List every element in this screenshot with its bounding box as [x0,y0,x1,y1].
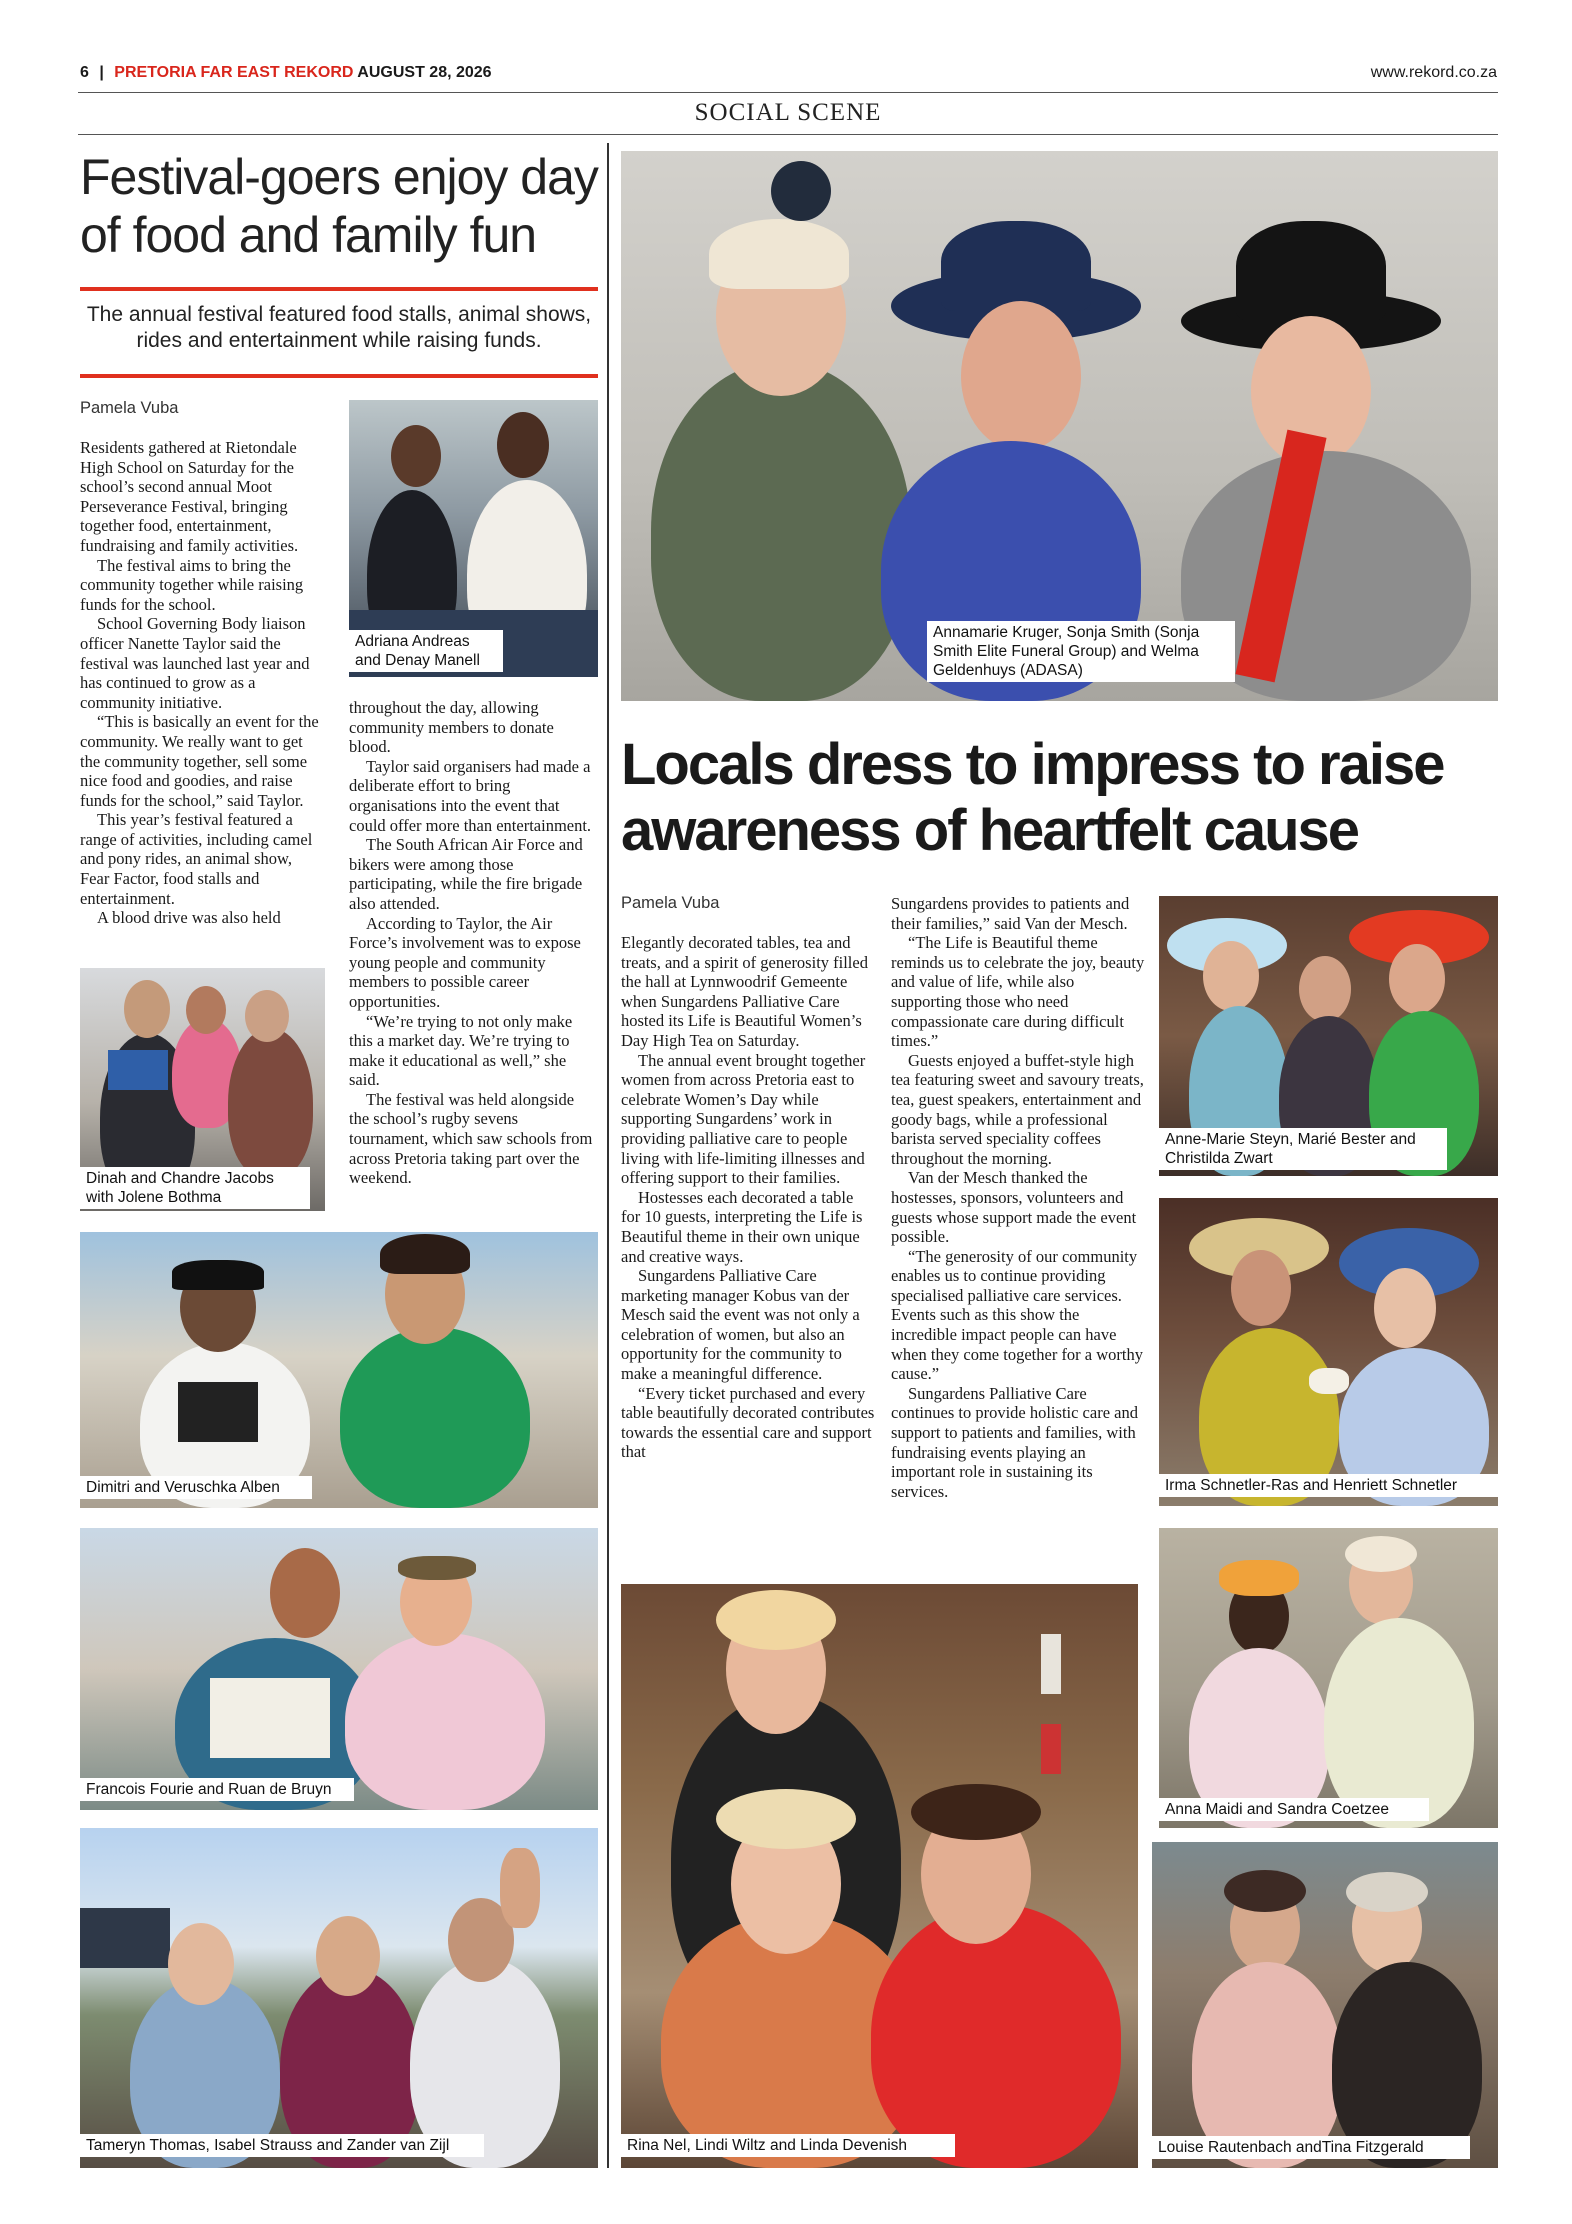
caption-annamarie: Annamarie Kruger, Sonja Smith (Sonja Smith Elite Funeral Group) and Welma Geldenhuys (ADASA) [927,621,1235,682]
photo-dinah-chandre-jolene [80,968,325,1211]
caption-dinah: Dinah and Chandre Jacobs with Jolene Bothma [80,1167,310,1209]
paragraph: Guests enjoyed a buffet-style high tea featuring sweet and savoury treats, tea, guest speakers, entertainment and goody bags, while a professional barista served speciality coffees throughout the morning. [891,1050,1144,1168]
paragraph: School Governing Body liaison officer Nanette Taylor said the festival was launched last year and has continued to grow as a community initiative. [80,614,310,712]
article2-column-1 [621,933,875,1462]
headline-red-rule [80,287,598,291]
photo-annemarie-marie-christilda [1159,896,1498,1176]
paragraph: Hostesses each decorated a table for 10 guests, interpreting the Life is Beautiful theme in their own unique and creative ways. [621,1187,863,1266]
photo-irma-henriett [1159,1198,1498,1506]
page-header-left [80,64,492,82]
paragraph: throughout the day, allowing community members to donate blood. [349,698,554,757]
issue-date: AUGUST 28, 2026 [357,64,492,81]
column-divider [607,143,609,2168]
publication-name: PRETORIA FAR EAST REKORD [114,64,354,81]
website-link[interactable]: www.rekord.co.za [1370,64,1497,81]
paragraph: Sungardens Palliative Care marketing manager Kobus van der Mesch said the event was not only a celebration of women, but also an opportunity for the community to make a meaningful difference. [621,1266,860,1384]
caption-francois: Francois Fourie and Ruan de Bruyn [80,1778,354,1801]
caption-rina: Rina Nel, Lindi Wiltz and Linda Devenish [621,2134,955,2157]
photo-adriana-denay [349,400,598,677]
caption-dimitri: Dimitri and Veruschka Alben [80,1476,312,1499]
caption-irma: Irma Schnetler-Ras and Henriett Schnetler [1159,1474,1498,1497]
paragraph: “We’re trying to not only make this a market day. We’re trying to make it educational as well,” she said. [349,1011,573,1090]
paragraph: The festival was held alongside the school’s rugby sevens tournament, which saw schools from across Pretoria taking part over the weekend. [349,1089,593,1188]
standfirst-red-rule [80,374,598,378]
paragraph: A blood drive was also held [97,908,281,928]
article1-column-1 [80,438,325,928]
paragraph: According to Taylor, the Air Force’s involvement was to expose young people and community members to possible career opportunities. [349,913,581,1011]
page-number: 6 [80,64,89,81]
paragraph: Van der Mesch thanked the hostesses, sponsors, volunteers and guests whose support made the event possible. [891,1168,1137,1247]
photo-tameryn-isabel-zander [80,1828,598,2168]
caption-adriana: Adriana Andreas and Denay Manell [349,630,503,672]
article2-headline: Locals dress to impress to raise awareness of heartfelt cause [621,732,1444,863]
section-title: SOCIAL SCENE [694,99,882,126]
paragraph: “Every ticket purchased and every table beautifully decorated contributes towards the essential care and support that [621,1383,875,1462]
paragraph: The festival aims to bring the community together while raising funds for the school. [80,555,304,614]
header-rule [78,92,1498,93]
article2-byline: Pamela Vuba [621,894,720,912]
header-separator: | [99,64,104,81]
paragraph: “This is basically an event for the community. We really want to get the community together, sell some nice food and goodies, and raise funds for the school,” said Taylor. [80,712,319,810]
paragraph: Residents gathered at Rietondale High School on Saturday for the school’s second annual Moot Perseverance Festival, bringing together food, entertainment, fundraising and family activities. [80,438,299,555]
article1-column-2 [349,698,598,1188]
caption-annemarie: Anne-Marie Steyn, Marié Bester and Christilda Zwart [1159,1128,1447,1170]
caption-tameryn: Tameryn Thomas, Isabel Strauss and Zander van Zijl [80,2134,484,2157]
paragraph: “The Life is Beautiful theme reminds us to celebrate the joy, beauty and value of life, while also supporting those who need compassionate care during difficult times.” [891,933,1145,1051]
paragraph: The South African Air Force and bikers were among those participating, while the fire brigade also attended. [349,835,583,913]
paragraph: This year’s festival featured a range of activities, including camel and pony rides, an animal show, Fear Factor, food stalls and entertainment. [80,810,313,908]
paragraph: Sungardens Palliative Care continues to provide holistic care and support to patients and families, with fundraising events playing an important role in sustaining its services. [891,1383,1138,1501]
article1-byline: Pamela Vuba [80,399,179,417]
paragraph: Taylor said organisers had made a deliberate effort to bring organisations into the event that could offer more than entertainment. [349,756,592,835]
article2-column-2 [891,894,1145,1501]
paragraph: Elegantly decorated tables, tea and treats, and a spirit of generosity filled the hall at Lynnwoodrif Gemeente when Sungardens Palliative Care hosted its Life is Beautiful Women’s Day High Tea on Saturday. [621,933,868,1050]
paragraph: “The generosity of our community enables us to continue providing specialised palliative care services. Events such as this show the incredible impact people can have when they come together for a worthy cause.” [891,1246,1143,1384]
caption-anna: Anna Maidi and Sandra Coetzee [1159,1798,1429,1821]
photo-rina-lindi-linda [621,1584,1138,2168]
photo-louise-tina [1152,1842,1498,2168]
caption-louise: Louise Rautenbach andTina Fitzgerald [1152,2136,1470,2159]
article1-headline: Festival-goers enjoy day of food and family fun [80,149,598,263]
paragraph: The annual event brought together women from across Pretoria east to celebrate Women’s Day while supporting Sungardens’ work in providing palliative care to people living with life-limiting illnesses and offering support to their families. [621,1050,866,1188]
photo-dimitri-veruschka [80,1232,598,1508]
photo-francois-ruan [80,1528,598,1810]
article1-standfirst: The annual festival featured food stalls, animal shows, rides and entertainment while raising funds. [86,303,592,352]
section-rule [78,134,1498,135]
photo-annamarie-sonja-welma [621,151,1498,701]
photo-anna-sandra [1159,1528,1498,1828]
paragraph: Sungardens provides to patients and their families,” said Van der Mesch. [891,894,1130,933]
